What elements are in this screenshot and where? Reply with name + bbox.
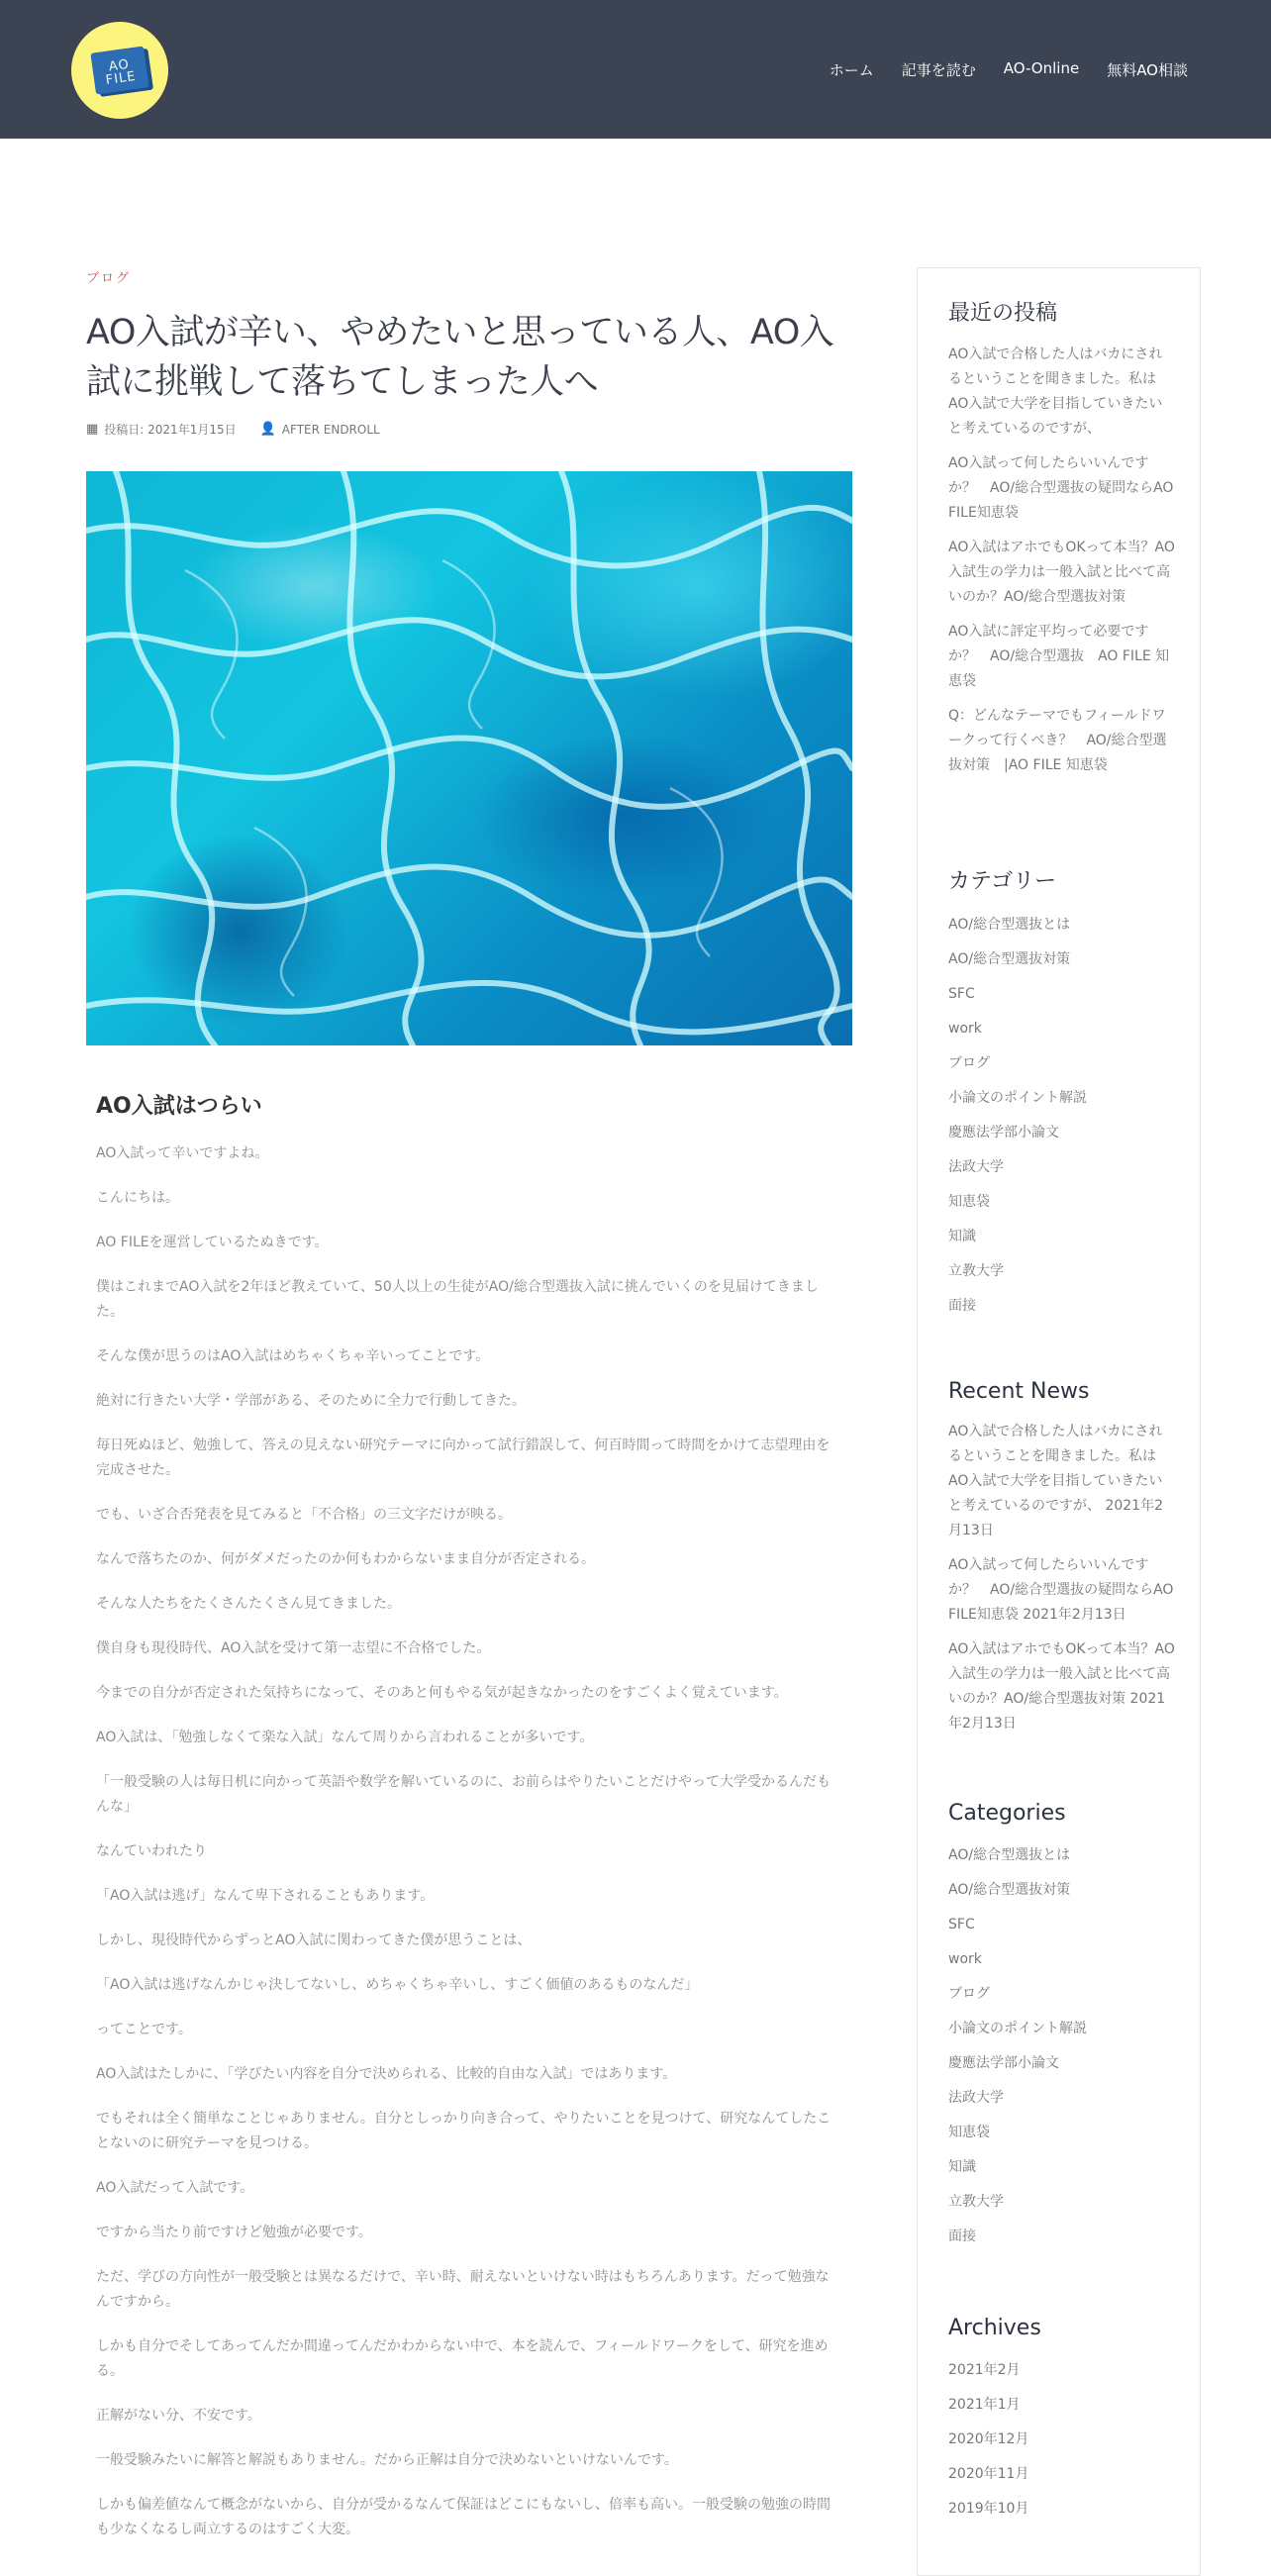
paragraph: AO入試はたしかに、「学びたい内容を自分で決められる、比較的自由な入試」ではあります。 bbox=[96, 2066, 677, 2082]
paragraph: 僕はこれまでAO入試を2年ほど教えていて、50人以上の生徒がAO/総合型選抜入試に挑んでいくのを見届けてきました。 bbox=[96, 1279, 819, 1320]
article-body bbox=[86, 1089, 852, 2542]
paragraph: AO FILEを運営しているたぬきです。 bbox=[96, 1235, 329, 1250]
category-link[interactable]: 小論文のポイント解説 bbox=[948, 2021, 1087, 2036]
recent-post-link[interactable]: AO入試で合格した人はバカにされるということを聞きました。私はAO入試で大学を目指していきたいと考えているのですが、 bbox=[948, 347, 1163, 437]
site-header bbox=[0, 0, 1271, 139]
main-nav bbox=[830, 59, 1188, 80]
news-item bbox=[948, 1553, 1176, 1628]
paragraph: そんな僕が思うのはAO入試はめちゃくちゃ辛いってことです。 bbox=[96, 1348, 490, 1364]
news-link[interactable]: AO入試で合格した人はバカにされるということを聞きました。私はAO入試で大学を目指していきたいと考えているのですが、 bbox=[948, 1424, 1163, 1514]
logo-text: AO FILE bbox=[104, 56, 138, 88]
category-link[interactable]: 小論文のポイント解説 bbox=[948, 1090, 1087, 1106]
category-link[interactable]: ブログ bbox=[948, 1986, 990, 2002]
paragraph: なんていわれたり bbox=[96, 1843, 207, 1859]
paragraph: 今までの自分が否定された気持ちになって、そのあと何もやる気が起きなかったのをすごくよく覚えています。 bbox=[96, 1685, 788, 1701]
recent-news-widget bbox=[948, 1379, 1176, 1746]
recent-post-link[interactable]: Q：どんなテーマでもフィールドワークって行くべき？ AO/総合型選抜対策 |AO FILE 知恵袋 bbox=[948, 708, 1167, 773]
category-link[interactable]: SFC bbox=[948, 986, 975, 1002]
recent-post-link[interactable]: AO入試に評定平均って必要ですか？ AO/総合型選抜 AO FILE 知恵袋 bbox=[948, 624, 1170, 689]
featured-image bbox=[86, 471, 852, 1045]
news-date: 2021年2月13日 bbox=[948, 1691, 1166, 1732]
category-link[interactable]: AO/総合型選抜対策 bbox=[948, 951, 1071, 967]
category-title: カテゴリー bbox=[948, 869, 1057, 894]
paragraph: そんな人たちをたくさんたくさん見てきました。 bbox=[96, 1596, 401, 1612]
paragraph: 絶対に行きたい大学・学部がある、そのために全力で行動してきた。 bbox=[96, 1393, 526, 1409]
article-category[interactable]: ブログ bbox=[86, 271, 132, 286]
paragraph: しかし、現役時代からずっとAO入試に関わってきた僕が思うことは、 bbox=[96, 1932, 532, 1948]
category-widget bbox=[948, 864, 1176, 1329]
archive-link[interactable]: 2021年2月 bbox=[948, 2362, 1021, 2378]
paragraph: でも、いざ合否発表を見てみると「不合格」の三文字だけが映る。 bbox=[96, 1507, 512, 1523]
category-link[interactable]: 立教大学 bbox=[948, 2194, 1004, 2210]
category-link[interactable]: ブログ bbox=[948, 1055, 990, 1071]
news-date: 2021年2月13日 bbox=[1023, 1607, 1126, 1623]
recent-news-title: Recent News bbox=[948, 1379, 1090, 1404]
site-logo[interactable] bbox=[71, 22, 168, 119]
category-link[interactable]: 立教大学 bbox=[948, 1263, 1004, 1279]
recent-post-link[interactable]: AO入試はアホでもOKって本当？AO入試生の学力は一般入試と比べて高いのか？AO/総合型選抜対策 bbox=[948, 540, 1175, 605]
category-link[interactable]: 知恵袋 bbox=[948, 1194, 990, 1210]
archives-widget bbox=[948, 2316, 1176, 2531]
news-item bbox=[948, 1420, 1176, 1543]
paragraph: AO入試だって入試です。 bbox=[96, 2180, 254, 2196]
news-link[interactable]: AO入試はアホでもOKって本当？AO入試生の学力は一般入試と比べて高いのか？AO/総合型選抜対策 bbox=[948, 1641, 1175, 1707]
paragraph: こんにちは。 bbox=[96, 1190, 179, 1206]
categories-title: Categories bbox=[948, 1801, 1066, 1826]
category-link[interactable]: SFC bbox=[948, 1917, 975, 1932]
category-link[interactable]: 面接 bbox=[948, 1298, 976, 1314]
category-link[interactable]: AO/総合型選抜とは bbox=[948, 917, 1071, 933]
category-link[interactable]: 法政大学 bbox=[948, 2090, 1004, 2106]
calendar-icon: ▦ bbox=[86, 422, 99, 437]
paragraph: 正解がない分、不安です。 bbox=[96, 2408, 261, 2424]
water-caustics bbox=[86, 471, 852, 1045]
post-author[interactable]: AFTER ENDROLL bbox=[281, 422, 380, 437]
category-link[interactable]: work bbox=[948, 1951, 982, 1967]
paragraph: 「AO入試は逃げなんかじゃ決してないし、めちゃくちゃ辛いし、すごく価値のあるものなんだ」 bbox=[96, 1977, 699, 1993]
nav-free-consult[interactable]: 無料AO相談 bbox=[1107, 61, 1188, 79]
user-icon: 👤 bbox=[259, 422, 276, 437]
paragraph: ただ、学びの方向性が一般受験とは異なるだけで、辛い時、耐えないといけない時はもちろんあります。だって勉強なんですから。 bbox=[96, 2269, 830, 2310]
article bbox=[86, 267, 852, 2562]
category-link[interactable]: 面接 bbox=[948, 2229, 976, 2244]
archive-link[interactable]: 2019年10月 bbox=[948, 2501, 1029, 2517]
category-link[interactable]: 知識 bbox=[948, 1229, 976, 1244]
sidebar bbox=[917, 267, 1201, 2576]
recent-posts-title: 最近の投稿 bbox=[948, 301, 1058, 326]
category-link[interactable]: work bbox=[948, 1021, 982, 1037]
paragraph: 「AO入試は逃げ」なんて卑下されることもあります。 bbox=[96, 1888, 435, 1904]
recent-posts-widget bbox=[948, 296, 1176, 788]
paragraph: 毎日死ぬほど、勉強して、答えの見えない研究テーマに向かって試行錯誤して、何百時間って時間をかけて志望理由を完成させた。 bbox=[96, 1437, 831, 1478]
article-title: AO入試が辛い、やめたいと思っている人、AO入試に挑戦して落ちてしまった人へ bbox=[86, 313, 834, 402]
paragraph: ってことです。 bbox=[96, 2022, 192, 2037]
category-link[interactable]: 法政大学 bbox=[948, 1159, 1004, 1175]
paragraph: ですから当たり前ですけど勉強が必要です。 bbox=[96, 2225, 372, 2240]
category-link[interactable]: 慶應法学部小論文 bbox=[948, 2055, 1059, 2071]
nav-home[interactable]: ホーム bbox=[829, 61, 874, 79]
section-heading: AO入試はつらい bbox=[96, 1094, 262, 1119]
archive-link[interactable]: 2020年11月 bbox=[948, 2466, 1029, 2482]
category-link[interactable]: AO/総合型選抜とは bbox=[948, 1847, 1071, 1863]
nav-ao-online[interactable]: AO-Online bbox=[1003, 59, 1080, 77]
book-icon bbox=[90, 46, 148, 94]
category-link[interactable]: 知識 bbox=[948, 2159, 976, 2175]
news-date: 2021年2月13日 bbox=[948, 1498, 1163, 1538]
paragraph: 僕自身も現役時代、AO入試を受けて第一志望に不合格でした。 bbox=[96, 1640, 491, 1656]
news-item bbox=[948, 1637, 1176, 1736]
category-link[interactable]: AO/総合型選抜対策 bbox=[948, 1882, 1071, 1898]
article-meta bbox=[86, 421, 852, 438]
paragraph: AO入試って辛いですよね。 bbox=[96, 1145, 269, 1161]
paragraph: 「一般受験の人は毎日机に向かって英語や数学を解いているのに、お前らはやりたいことだけやって大学受かるんだもんな」 bbox=[96, 1774, 831, 1815]
recent-post-link[interactable]: AO入試って何したらいいんですか？ AO/総合型選抜の疑問ならAO FILE知恵袋 bbox=[948, 455, 1174, 521]
paragraph: 一般受験みたいに解答と解説もありません。だから正解は自分で決めないといけないんです。 bbox=[96, 2452, 678, 2468]
post-date: 投稿日: 2021年1月15日 bbox=[104, 423, 237, 437]
paragraph: しかも自分でそしてあってんだか間違ってんだかわからない中で、本を読んで、フィールドワークをして、研究を進める。 bbox=[96, 2338, 829, 2379]
archive-link[interactable]: 2021年1月 bbox=[948, 2397, 1021, 2413]
category-link[interactable]: 知恵袋 bbox=[948, 2125, 990, 2140]
category-link[interactable]: 慶應法学部小論文 bbox=[948, 1125, 1059, 1140]
paragraph: AO入試は、「勉強しなくて楽な入試」なんて周りから言われることが多いです。 bbox=[96, 1730, 594, 1745]
nav-articles[interactable]: 記事を読む bbox=[901, 61, 976, 79]
paragraph: でもそれは全く簡単なことじゃありません。自分としっかり向き合って、やりたいことを見つけて、研究なんてしたことないのに研究テーマを見つける。 bbox=[96, 2111, 831, 2151]
categories-widget bbox=[948, 1801, 1176, 2259]
news-link[interactable]: AO入試って何したらいいんですか？ AO/総合型選抜の疑問ならAO FILE知恵袋 bbox=[948, 1557, 1174, 1623]
paragraph: しかも偏差値なんて概念がないから、自分が受かるなんて保証はどこにもないし、倍率も高い。一般受験の勉強の時間も少なくなるし両立するのはすごく大変。 bbox=[96, 2497, 831, 2537]
archive-link[interactable]: 2020年12月 bbox=[948, 2431, 1029, 2447]
archives-title: Archives bbox=[948, 2316, 1041, 2340]
paragraph: なんで落ちたのか、何がダメだったのか何もわからないまま自分が否定される。 bbox=[96, 1551, 595, 1567]
